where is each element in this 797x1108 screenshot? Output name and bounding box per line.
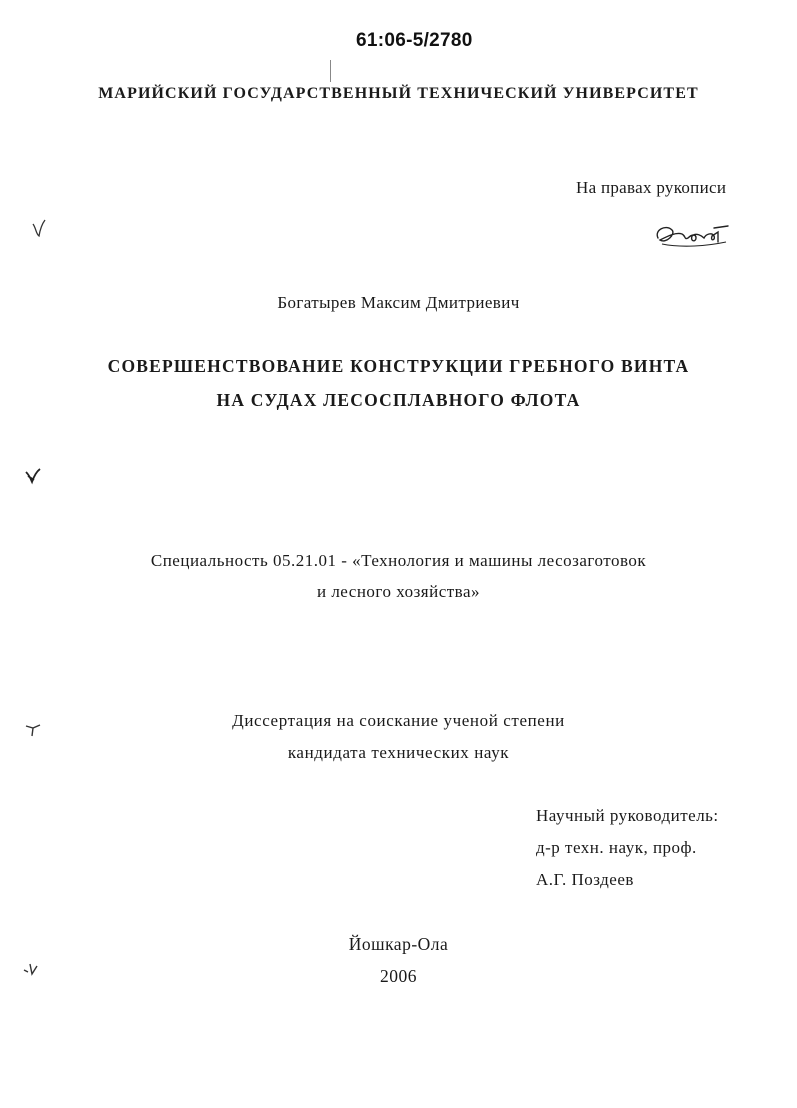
manuscript-rights-note: На правах рукописи [576,178,727,197]
archive-stamp-number: 61:06-5/2780 [356,30,473,51]
city: Йошкар-Ола [348,934,449,954]
university-name: МАРИЙСКИЙ ГОСУДАРСТВЕННЫЙ ТЕХНИЧЕСКИЙ УНИВЕРСИТЕТ [98,85,699,102]
margin-check-mark [24,720,42,740]
advisor-degree: д-р техн. наук, проф. [536,838,697,857]
specialty-line-1: Специальность 05.21.01 - «Технология и машины лесозаготовок [150,551,647,570]
year: 2006 [380,966,417,986]
dissertation-line-2: кандидата технических наук [287,743,510,762]
margin-check-mark [24,466,42,486]
specialty-line-2: и лесного хозяйства» [316,582,481,601]
handwritten-signature [652,214,732,250]
author-name: Богатырев Максим Дмитриевич [277,293,520,312]
advisor-label: Научный руководитель: [536,806,719,825]
advisor-name: А.Г. Поздеев [536,870,634,889]
thesis-title-line-2: НА СУДАХ ЛЕСОСПЛАВНОГО ФЛОТА [216,390,581,410]
stamp-divider [330,60,331,82]
margin-check-mark [22,960,40,980]
thesis-title-line-1: СОВЕРШЕНСТВОВАНИЕ КОНСТРУКЦИИ ГРЕБНОГО ВИНТА [107,356,690,376]
margin-check-mark [30,218,48,238]
dissertation-line-1: Диссертация на соискание ученой степени [232,711,565,730]
